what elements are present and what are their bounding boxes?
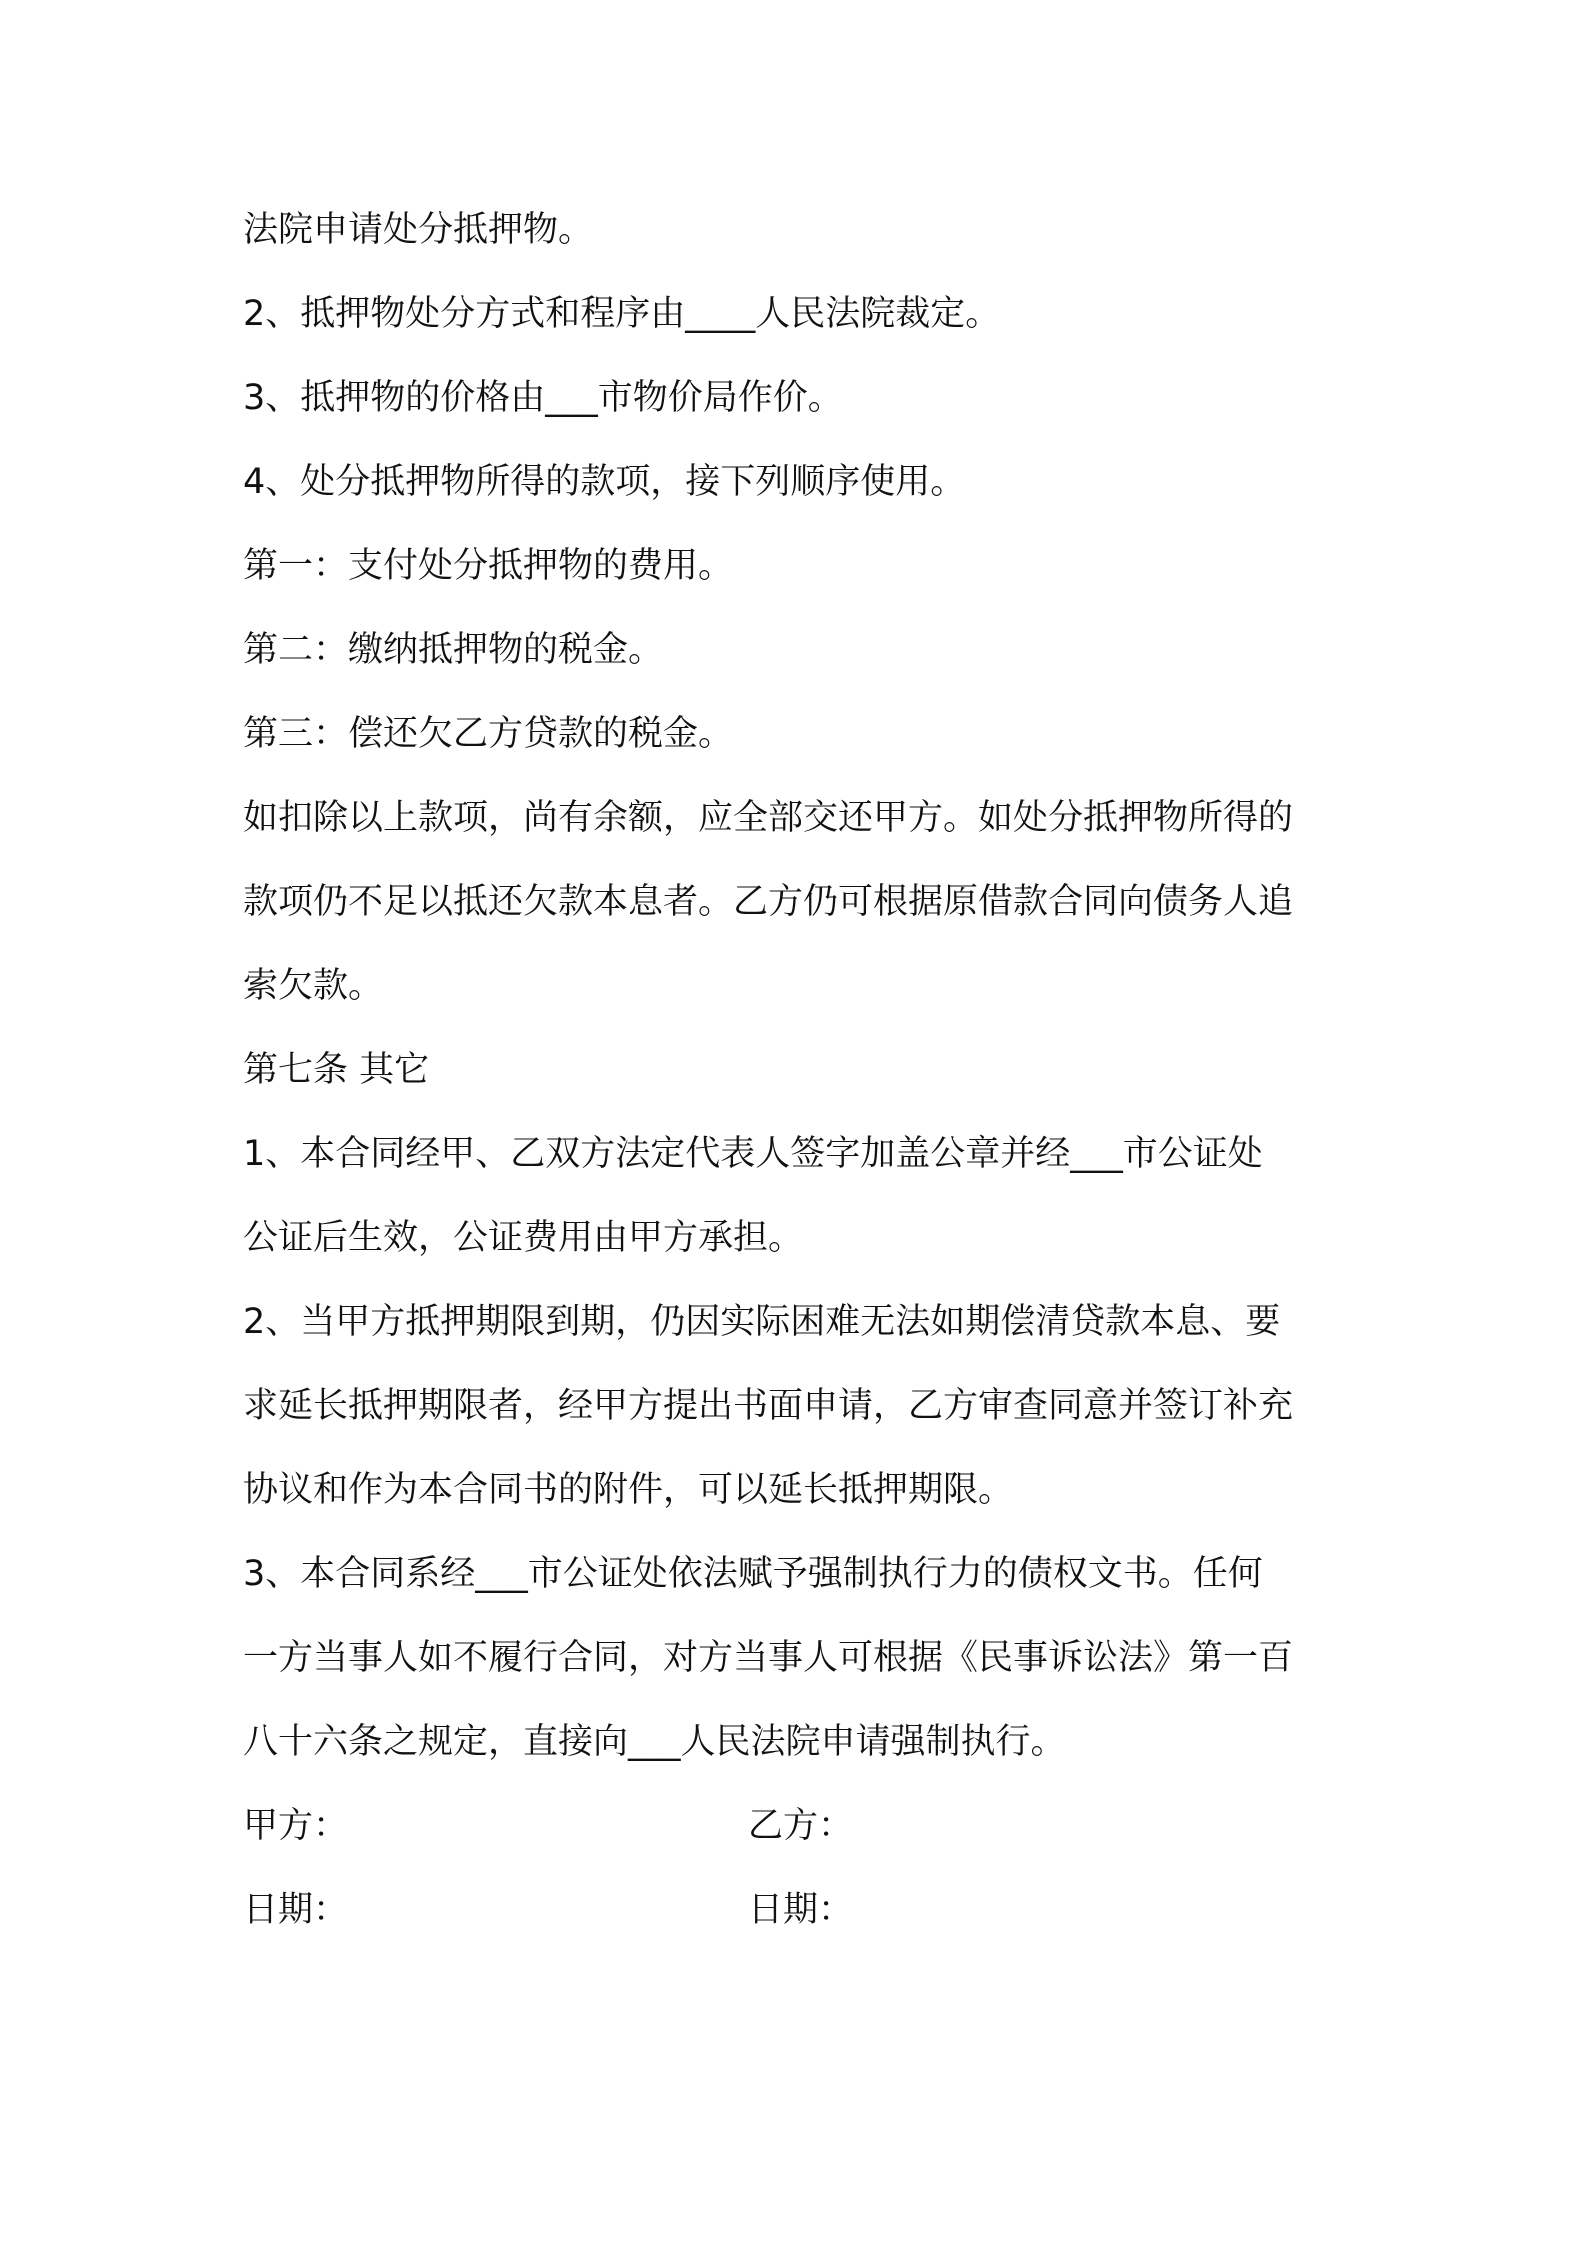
text-line: 求延长抵押期限者，经甲方提出书面申请，乙方审查同意并签订补充	[243, 1386, 1294, 1426]
text-line: 2、当甲方抵押期限到期，仍因实际困难无法如期偿清贷款本息、要	[243, 1302, 1281, 1342]
date-b-label: 日期：	[748, 1890, 854, 1930]
text-line: 3、抵押物的价格由___市物价局作价。	[243, 378, 843, 418]
text-line: 1、本合同经甲、乙双方法定代表人签字加盖公章并经___市公证处	[243, 1134, 1263, 1174]
text-line: 第一：支付处分抵押物的费用。	[243, 546, 734, 586]
text-line: 款项仍不足以抵还欠款本息者。乙方仍可根据原借款合同向债务人追	[243, 882, 1294, 922]
text-line: 4、处分抵押物所得的款项，接下列顺序使用。	[243, 462, 966, 502]
text-line: 一方当事人如不履行合同，对方当事人可根据《民事诉讼法》第一百	[243, 1638, 1294, 1678]
text-line: 公证后生效，公证费用由甲方承担。	[243, 1218, 804, 1258]
text-line: 索欠款。	[243, 966, 384, 1006]
text-line: 2、抵押物处分方式和程序由____人民法院裁定。	[243, 294, 1001, 334]
text-line: 八十六条之规定，直接向___人民法院申请强制执行。	[243, 1722, 1066, 1762]
party-b-label: 乙方：	[748, 1806, 854, 1846]
text-line: 如扣除以上款项，尚有余额，应全部交还甲方。如处分抵押物所得的	[243, 798, 1294, 838]
party-a-label: 甲方：	[243, 1806, 349, 1846]
text-line: 法院申请处分抵押物。	[243, 210, 594, 250]
text-line: 第三：偿还欠乙方贷款的税金。	[243, 714, 734, 754]
text-line: 协议和作为本合同书的附件，可以延长抵押期限。	[243, 1470, 1014, 1510]
section-heading: 第七条 其它	[243, 1050, 430, 1090]
date-a-label: 日期：	[243, 1890, 349, 1930]
text-line: 第二：缴纳抵押物的税金。	[243, 630, 664, 670]
text-line: 3、本合同系经___市公证处依法赋予强制执行力的债权文书。任何	[243, 1554, 1263, 1594]
